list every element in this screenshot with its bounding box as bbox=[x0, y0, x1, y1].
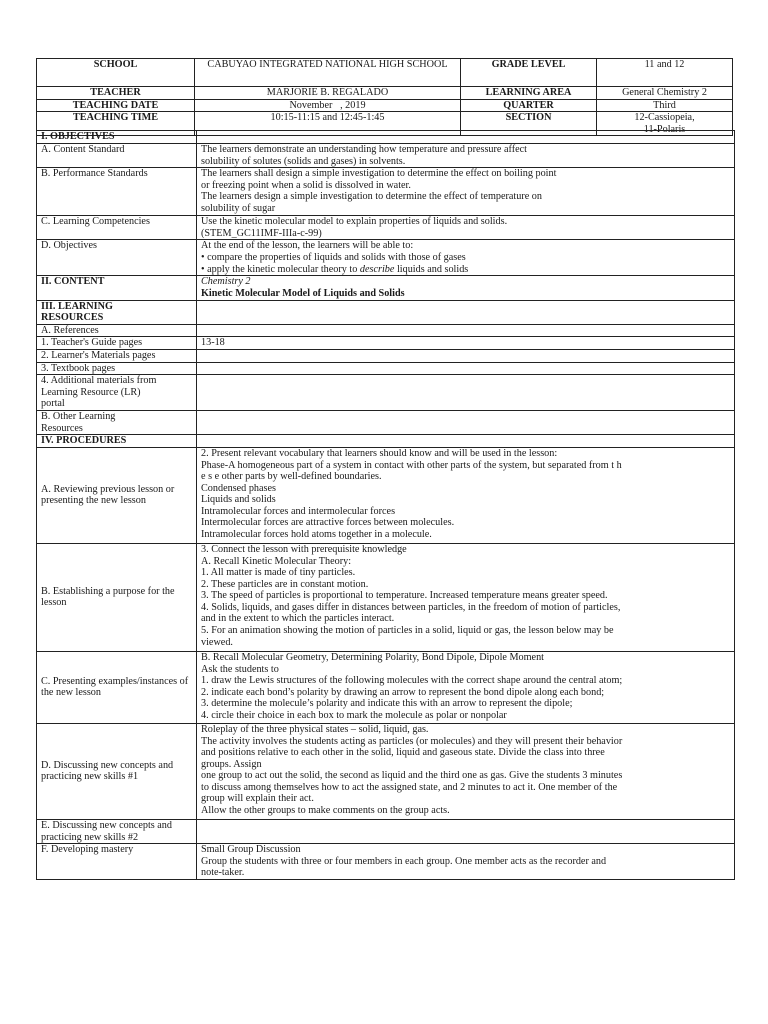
section-value-line: 12-Cassiopeia, bbox=[634, 112, 695, 124]
procedure-b-content bbox=[197, 543, 735, 651]
text-line: to discuss among themselves how to act the assigned state, and 2 minutes to act it. One member of the bbox=[201, 781, 618, 793]
lesson-plan-table bbox=[36, 130, 735, 880]
content-value bbox=[197, 276, 735, 300]
text-line: Intramolecular forces hold atoms together in a molecule. bbox=[201, 529, 432, 541]
procedure-a-label: A. Reviewing previous lesson or presenting the new lesson bbox=[37, 447, 197, 543]
text-line: 4. Additional materials from bbox=[41, 375, 157, 387]
text-line: At the end of the lesson, the learners will be able to: bbox=[201, 240, 414, 252]
additional-materials-label bbox=[37, 375, 197, 411]
objectives-value bbox=[197, 240, 735, 276]
text-line: 2. These particles are in constant motion. bbox=[201, 578, 369, 590]
content-standard-value bbox=[197, 144, 735, 168]
objectives-heading: I. OBJECTIVES bbox=[37, 131, 197, 144]
procedure-d-content bbox=[197, 723, 735, 819]
empty-cell bbox=[197, 435, 735, 448]
teachers-guide-value: 13-18 bbox=[197, 337, 735, 350]
text-line: III. LEARNING bbox=[41, 300, 113, 312]
text-line: 1. draw the Lewis structures of the following molecules with the correct shape around the central atom; bbox=[201, 675, 623, 687]
text-line: 2. indicate each bond’s polarity by drawing an arrow to represent the bond dipole along each bond; bbox=[201, 686, 605, 698]
content-topic: Kinetic Molecular Model of Liquids and Solids bbox=[201, 287, 405, 299]
learning-competencies-label: C. Learning Competencies bbox=[37, 216, 197, 240]
procedure-c-content bbox=[197, 651, 735, 723]
text-line: 2. Present relevant vocabulary that learners should know and will be used in the lesson: bbox=[201, 447, 558, 459]
empty-cell bbox=[197, 819, 735, 843]
text-line: Ask the students to bbox=[201, 663, 279, 675]
performance-standards-value bbox=[197, 168, 735, 216]
text-line: A. Recall Kinetic Molecular Theory: bbox=[201, 555, 352, 567]
text-line: Use the kinetic molecular model to explain properties of liquids and solids. bbox=[201, 216, 508, 228]
procedure-f-label: F. Developing mastery bbox=[37, 844, 197, 880]
teaching-time-value: 10:15-11:15 and 12:45-1:45 bbox=[195, 112, 461, 136]
learning-resources-heading bbox=[37, 300, 197, 324]
text-line: Allow the other groups to make comments on the group acts. bbox=[201, 805, 450, 817]
content-subject: Chemistry 2 bbox=[201, 276, 251, 288]
empty-cell bbox=[197, 375, 735, 411]
text-line: • compare the properties of liquids and solids with those of gases bbox=[201, 251, 466, 263]
text-line: 3. Connect the lesson with prerequisite knowledge bbox=[201, 543, 407, 555]
text-line: Small Group Discussion bbox=[201, 844, 301, 856]
content-standard-label: A. Content Standard bbox=[37, 144, 197, 168]
text-line: 1. All matter is made of tiny particles. bbox=[201, 567, 356, 579]
performance-standards-label: B. Performance Standards bbox=[37, 168, 197, 216]
section-value-line: 11-Polaris bbox=[643, 123, 686, 135]
teachers-guide-label: 1. Teacher's Guide pages bbox=[37, 337, 197, 350]
text-line: viewed. bbox=[201, 636, 233, 648]
text-line: Resources bbox=[41, 422, 83, 434]
empty-cell bbox=[197, 300, 735, 324]
empty-cell bbox=[197, 349, 735, 362]
text-line: note-taker. bbox=[201, 867, 245, 879]
teacher-label: TEACHER bbox=[37, 87, 195, 100]
text-line: portal bbox=[41, 398, 65, 410]
empty-cell bbox=[197, 131, 735, 144]
text-line: Liquids and solids bbox=[201, 494, 276, 506]
text-line: Phase-A homogeneous part of a system in contact with other parts of the system, but separated from t h bbox=[201, 459, 622, 471]
references-label: A. References bbox=[37, 324, 197, 337]
learning-area-value: General Chemistry 2 bbox=[597, 87, 733, 100]
header-table bbox=[36, 58, 733, 136]
text-line: The activity involves the students acting as particles (or molecules) and they will present their behavior bbox=[201, 735, 623, 747]
objectives-label: D. Objectives bbox=[37, 240, 197, 276]
text-line: Learning Resource (LR) bbox=[41, 386, 141, 398]
text-run: liquids and solids bbox=[394, 263, 469, 275]
content-heading: II. CONTENT bbox=[37, 276, 197, 300]
text-line: The learners design a simple investigation to determine the effect of temperature on bbox=[201, 191, 542, 203]
text-line: one group to act out the solid, the second as liquid and the third one as gas. Give the students 3 minutes bbox=[201, 770, 623, 782]
learning-area-label: LEARNING AREA bbox=[461, 87, 597, 100]
text-line: RESOURCES bbox=[41, 312, 104, 324]
text-line bbox=[201, 264, 730, 276]
teacher-value: MARJORIE B. REGALADO bbox=[195, 87, 461, 100]
text-line: (STEM_GC11IMF-IIIa-c-99) bbox=[201, 227, 322, 239]
text-line: Intermolecular forces are attractive forces between molecules. bbox=[201, 517, 455, 529]
text-line: 3. The speed of particles is proportional to temperature. Increased temperature means greater speed. bbox=[201, 590, 608, 602]
quarter-value: Third bbox=[597, 99, 733, 112]
teaching-time-label: TEACHING TIME bbox=[37, 112, 195, 136]
procedure-b-label: B. Establishing a purpose for the lesson bbox=[37, 543, 197, 651]
text-run-italic: describe bbox=[359, 263, 395, 275]
text-line: B. Other Learning bbox=[41, 411, 116, 423]
learners-materials-label: 2. Learner's Materials pages bbox=[37, 349, 197, 362]
textbook-pages-label: 3. Textbook pages bbox=[37, 362, 197, 375]
text-line: B. Recall Molecular Geometry, Determining Polarity, Bond Dipole, Dipole Moment bbox=[201, 651, 545, 663]
text-run: • apply the kinetic molecular theory to bbox=[201, 263, 360, 275]
text-line: and in the extent to which the particles interact. bbox=[201, 613, 395, 625]
text-line: 4. circle their choice in each box to mark the molecule as polar or nonpolar bbox=[201, 709, 507, 721]
text-line: Roleplay of the three physical states – solid, liquid, gas. bbox=[201, 723, 429, 735]
text-line: The learners demonstrate an understanding how temperature and pressure affect bbox=[201, 144, 527, 155]
text-line: e s e other parts by well-defined boundaries. bbox=[201, 471, 382, 483]
grade-level-value: 11 and 12 bbox=[597, 59, 733, 87]
other-resources-label bbox=[37, 411, 197, 435]
procedure-a-content bbox=[197, 447, 735, 543]
procedure-d-label: D. Discussing new concepts and practicing new skills #1 bbox=[37, 723, 197, 819]
text-line: 5. For an animation showing the motion of particles in a solid, liquid or gas, the lesson below may be bbox=[201, 625, 614, 637]
text-line: Group the students with three or four members in each group. One member acts as the recorder and bbox=[201, 855, 607, 867]
text-line: 4. Solids, liquids, and gases differ in distances between particles, in the freedom of motion of particles, bbox=[201, 601, 621, 613]
text-line: 3. determine the molecule’s polarity and indicate this with an arrow to represent the dipole; bbox=[201, 698, 573, 710]
school-label: SCHOOL bbox=[37, 59, 195, 87]
empty-cell bbox=[197, 362, 735, 375]
learning-competencies-value bbox=[197, 216, 735, 240]
text-line: or freezing point when a solid is dissolved in water. bbox=[201, 179, 411, 191]
empty-cell bbox=[197, 411, 735, 435]
procedure-c-label: C. Presenting examples/instances of the new lesson bbox=[37, 651, 197, 723]
text-line: Condensed phases bbox=[201, 482, 276, 494]
teaching-date-value: November , 2019 bbox=[195, 99, 461, 112]
procedure-e-label: E. Discussing new concepts and practicing new skills #2 bbox=[37, 819, 197, 843]
procedure-f-content bbox=[197, 844, 735, 880]
school-value: CABUYAO INTEGRATED NATIONAL HIGH SCHOOL bbox=[195, 59, 461, 87]
section-label: SECTION bbox=[461, 112, 597, 136]
text-line: solubility of sugar bbox=[201, 202, 276, 214]
text-line: solubility of solutes (solids and gases) in solvents. bbox=[201, 155, 406, 167]
quarter-label: QUARTER bbox=[461, 99, 597, 112]
grade-level-label: GRADE LEVEL bbox=[461, 59, 597, 87]
procedures-heading: IV. PROCEDURES bbox=[37, 435, 197, 448]
text-line: Intramolecular forces and intermolecular forces bbox=[201, 505, 396, 517]
empty-cell bbox=[197, 324, 735, 337]
text-line: and positions relative to each other in the solid, liquid and gaseous state. Divide the class into three bbox=[201, 747, 605, 759]
teaching-date-label: TEACHING DATE bbox=[37, 99, 195, 112]
text-line: group will explain their act. bbox=[201, 793, 314, 805]
text-line: The learners shall design a simple investigation to determine the effect on boiling point bbox=[201, 168, 557, 180]
text-line: groups. Assign bbox=[201, 758, 262, 770]
